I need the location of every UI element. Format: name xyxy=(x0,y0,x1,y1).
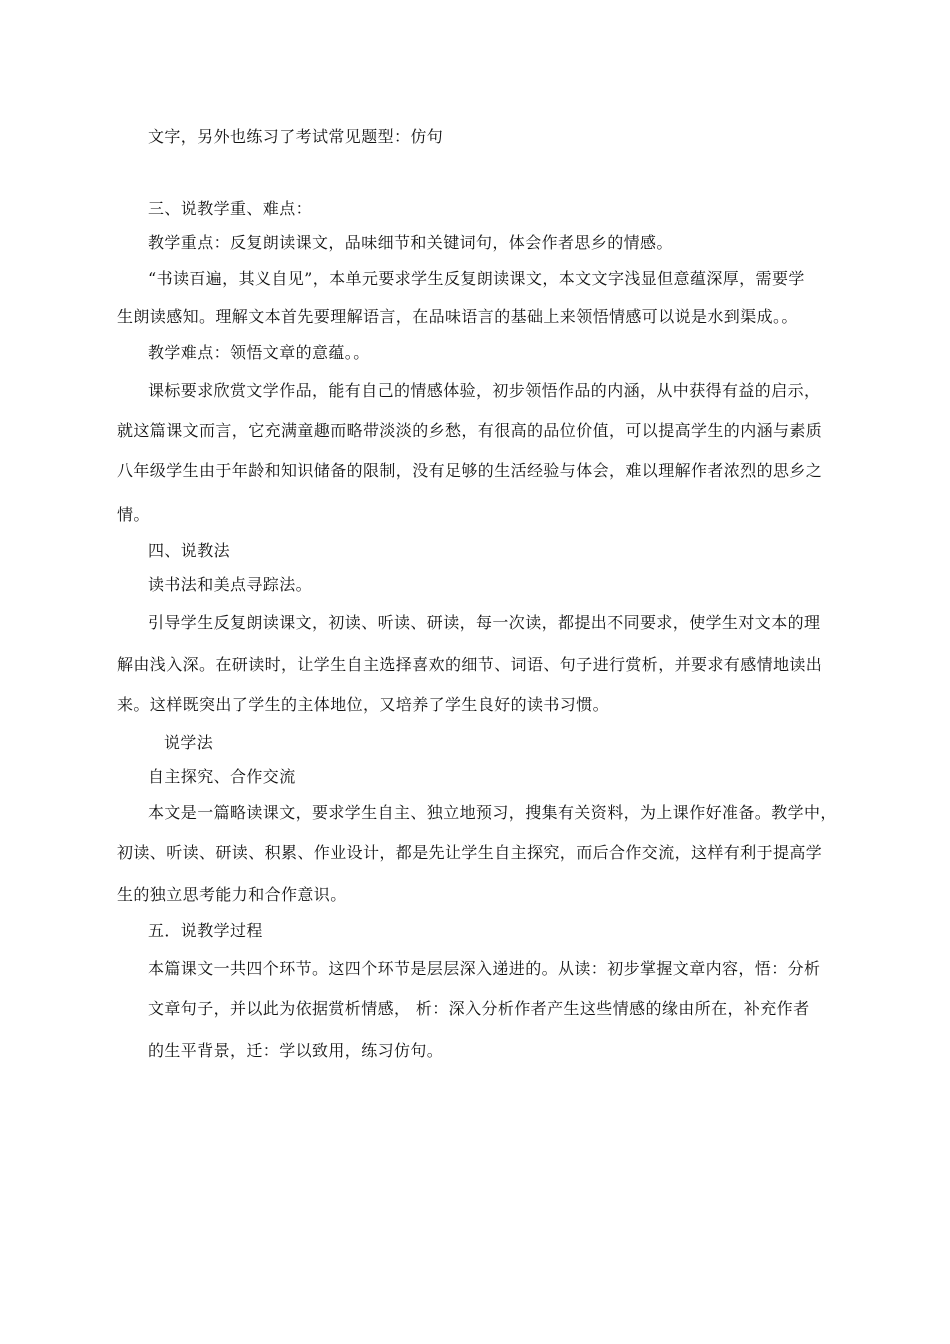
text-line: 八年级学生由于年龄和知识储备的限制，没有足够的生活经验与体会，难以理解作者浓烈的思乡之 xyxy=(117,461,823,480)
text-line: 引导学生反复朗读课文，初读、听读、研读，每一次读，都提出不同要求，使学生对文本的理 xyxy=(148,613,821,632)
text-line: 生的独立思考能力和合作意识。 xyxy=(117,885,347,904)
section-heading: 四、说教法 xyxy=(148,541,231,560)
text-line: 的生平背景，迁：学以致用，练习仿句。 xyxy=(148,1041,444,1060)
text-line: 文字，另外也练习了考试常见题型：仿句 xyxy=(148,127,444,146)
text-line: 本文是一篇略读课文，要求学生自主、独立地预习，搜集有关资料，为上课作好准备。教学中， xyxy=(148,803,837,822)
text-line: 本篇课文一共四个环节。这四个环节是层层深入递进的。从读：初步掌握文章内容，悟：分析 xyxy=(148,959,821,978)
text-line: 初读、听读、研读、积累、作业设计，都是先让学生自主探究，而后合作交流，这样有利于提高学 xyxy=(117,843,823,862)
text-line: 读书法和美点寻踪法。 xyxy=(148,575,313,594)
text-line: 教学重点：反复朗读课文，品味细节和关键词句，体会作者思乡的情感。 xyxy=(148,233,673,252)
text-line: 自主探究、合作交流 xyxy=(148,767,296,786)
text-line: 就这篇课文而言，它充满童趣而略带淡淡的乡愁，有很高的品位价值，可以提高学生的内涵与素质 xyxy=(117,421,823,440)
section-heading: 五．说教学过程 xyxy=(148,921,263,940)
section-heading: 说学法 xyxy=(164,733,214,752)
text-line: 情。 xyxy=(117,505,150,524)
text-line: 来。这样既突出了学生的主体地位，又培养了学生良好的读书习惯。 xyxy=(117,695,610,714)
text-line: “书读百遍，其义自见”，本单元要求学生反复朗读课文，本文文字浅显但意蕴深厚，需要学 xyxy=(148,269,805,288)
text-line: 解由浅入深。在研读时，让学生自主选择喜欢的细节、词语、句子进行赏析，并要求有感情地读出 xyxy=(117,655,823,674)
text-line: 课标要求欣赏文学作品，能有自己的情感体验，初步领悟作品的内涵，从中获得有益的启示， xyxy=(148,381,821,400)
text-line: 文章句子，并以此为依据赏析情感， 析：深入分析作者产生这些情感的缘由所在，补充作者 xyxy=(148,999,810,1018)
section-heading: 三、说教学重、难点： xyxy=(148,199,313,218)
text-line: 生朗读感知。理解文本首先要理解语言，在品味语言的基础上来领悟情感可以说是水到渠成。。 xyxy=(117,307,798,326)
text-line: 教学难点：领悟文章的意蕴。。 xyxy=(148,343,370,362)
